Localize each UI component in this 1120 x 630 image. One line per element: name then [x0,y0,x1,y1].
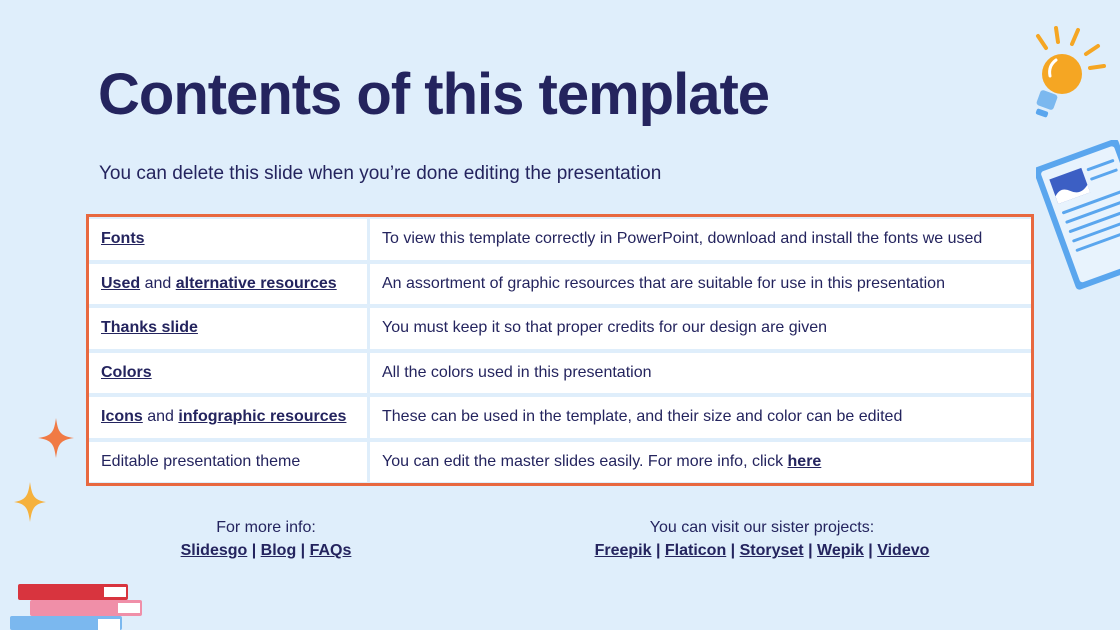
row-label-cell [89,219,370,260]
footer-link-faqs[interactable]: FAQs [309,542,352,559]
link-separator: | [863,542,878,559]
link-separator: | [803,542,818,559]
row-description-cell [370,264,1031,305]
footer-sister-projects [560,516,964,562]
table-row [89,397,1031,438]
row-label-cell [89,308,370,349]
row-label-cell [89,353,370,394]
footer-sister-projects-links [560,539,964,562]
row-label-text: Editable presentation theme [101,452,301,470]
table-row [89,219,1031,260]
paper-sheet-icon [1036,140,1120,290]
row-label-cell [89,397,370,438]
row-label-link[interactable]: Colors [101,363,152,381]
row-description-cell [370,308,1031,349]
row-label-cell [89,442,370,483]
row-description-cell [370,397,1031,438]
table-row [89,442,1031,483]
link-separator: | [247,542,261,559]
row-description-link[interactable]: here [787,452,822,470]
sister-link-storyset[interactable]: Storyset [739,542,804,559]
sister-link-wepik[interactable]: Wepik [817,542,864,559]
footer-link-slidesgo[interactable]: Slidesgo [180,542,248,559]
contents-table-body [89,219,1031,482]
link-separator: | [726,542,740,559]
row-label-link[interactable]: Fonts [101,230,145,248]
sister-link-freepik[interactable]: Freepik [594,542,652,559]
row-description-cell [370,219,1031,260]
row-description-text: To view this template correctly in PowerPoint, download and install the fonts we used [382,230,983,248]
row-label-text: and [142,408,179,426]
contents-table [86,214,1034,486]
link-separator: | [296,542,310,559]
row-description-text: An assortment of graphic resources that are suitable for use in this presentation [382,274,945,292]
table-row [89,353,1031,394]
sister-link-videvo[interactable]: Videvo [877,542,930,559]
sparkle-icon [38,418,74,458]
row-label-cell [89,264,370,305]
footer-more-info-heading: For more info: [216,519,316,536]
footer-link-blog[interactable]: Blog [260,542,297,559]
row-label-link[interactable]: alternative resources [175,274,337,292]
row-label-link[interactable]: Thanks slide [101,319,198,337]
table-row [89,264,1031,305]
page-title: Contents of this template [98,62,770,127]
footer-more-info-links [166,539,366,562]
footer-more-info [166,516,366,562]
link-separator: | [651,542,665,559]
lightbulb-icon [1026,24,1110,124]
footer-sister-projects-heading: You can visit our sister projects: [649,519,875,536]
row-label-link[interactable]: infographic resources [178,408,347,426]
row-label-text: and [140,274,176,292]
books-stack-icon [8,582,148,630]
row-description-text: You can edit the master slides easily. For more info, click [382,452,788,470]
table-row [89,308,1031,349]
row-description-text: All the colors used in this presentation [382,363,652,381]
sister-link-flaticon[interactable]: Flaticon [664,542,727,559]
row-label-link[interactable]: Icons [101,408,143,426]
page-subtitle: You can delete this slide when you’re done editing the presentation [99,163,662,184]
row-description-cell [370,442,1031,483]
sparkle-icon [14,482,46,522]
row-description-text: These can be used in the template, and their size and color can be edited [382,408,903,426]
row-description-cell [370,353,1031,394]
row-description-text: You must keep it so that proper credits for our design are given [382,319,827,337]
row-label-link[interactable]: Used [101,274,141,292]
